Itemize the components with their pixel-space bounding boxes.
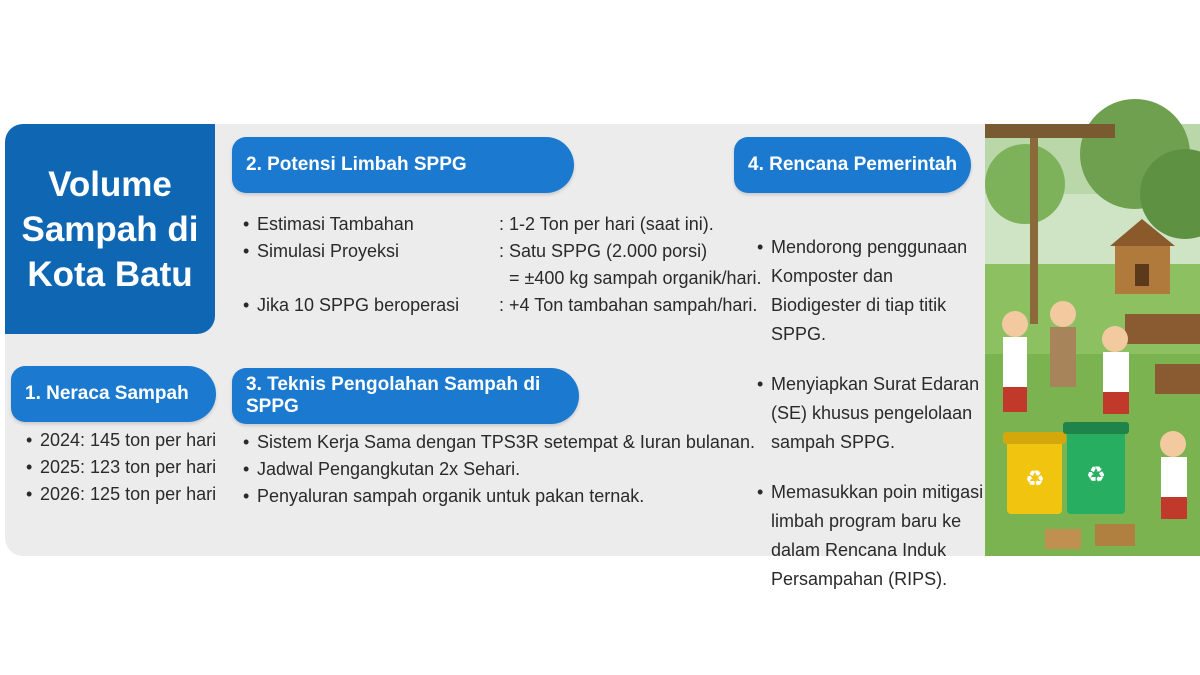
list-item: • Penyaluran sampah organik untuk pakan ternak. (243, 483, 755, 510)
section1-heading-pill (11, 366, 216, 422)
section1-heading: 1. Neraca Sampah (25, 383, 189, 404)
list-item: • Memasukkan poin mitigasi limbah program baru ke dalam Rencana Induk Persampahan (RIPS). (757, 478, 985, 594)
list-item: • Jadwal Pengangkutan 2x Sehari. (243, 456, 755, 483)
section1-list (26, 427, 216, 508)
table-row (243, 211, 783, 238)
svg-text:♻: ♻ (1086, 463, 1106, 488)
section4-heading-pill (734, 137, 971, 193)
title-box (5, 124, 215, 334)
section2-table (243, 211, 783, 319)
row-value: : 1-2 Ton per hari (saat ini). (499, 214, 714, 234)
table-row (243, 292, 783, 319)
children-recycling-illustration (985, 124, 1200, 556)
list-item: • Mendorong penggunaan Komposter dan Biodigester di tiap titik SPPG. (757, 233, 985, 349)
row-label: • Estimasi Tambahan (243, 211, 414, 238)
list-item: • Menyiapkan Surat Edaran (SE) khusus pengelolaan sampah SPPG. (757, 370, 985, 457)
row-value: : Satu SPPG (2.000 porsi) (499, 241, 708, 261)
svg-text:♻: ♻ (1025, 467, 1045, 492)
table-row (243, 238, 783, 265)
list-item: • 2026: 125 ton per hari (26, 481, 216, 508)
infographic-banner (5, 124, 1200, 589)
section3-heading-pill (232, 368, 579, 424)
row-label: • Simulasi Proyeksi (243, 238, 399, 265)
row-value-continued: = ±400 kg sampah organik/hari. (509, 268, 762, 288)
row-label: • Jika 10 SPPG beroperasi (243, 292, 459, 319)
row-value: : +4 Ton tambahan sampah/hari. (499, 295, 758, 315)
section2-heading: 2. Potensi Limbah SPPG (246, 154, 467, 175)
list-item: • Sistem Kerja Sama dengan TPS3R setempat & Iuran bulanan. (243, 429, 755, 456)
section2-heading-pill (232, 137, 574, 193)
section3-list (243, 429, 755, 510)
section4-list (757, 212, 985, 615)
section3-heading: 3. Teknis Pengolahan Sampah di SPPG (246, 374, 541, 417)
list-item: • 2024: 145 ton per hari (26, 427, 216, 454)
list-item: • 2025: 123 ton per hari (26, 454, 216, 481)
table-row (243, 265, 783, 292)
section4-heading: 4. Rencana Pemerintah (748, 154, 958, 175)
page-title: Volume Sampah di Kota Batu (21, 164, 199, 294)
